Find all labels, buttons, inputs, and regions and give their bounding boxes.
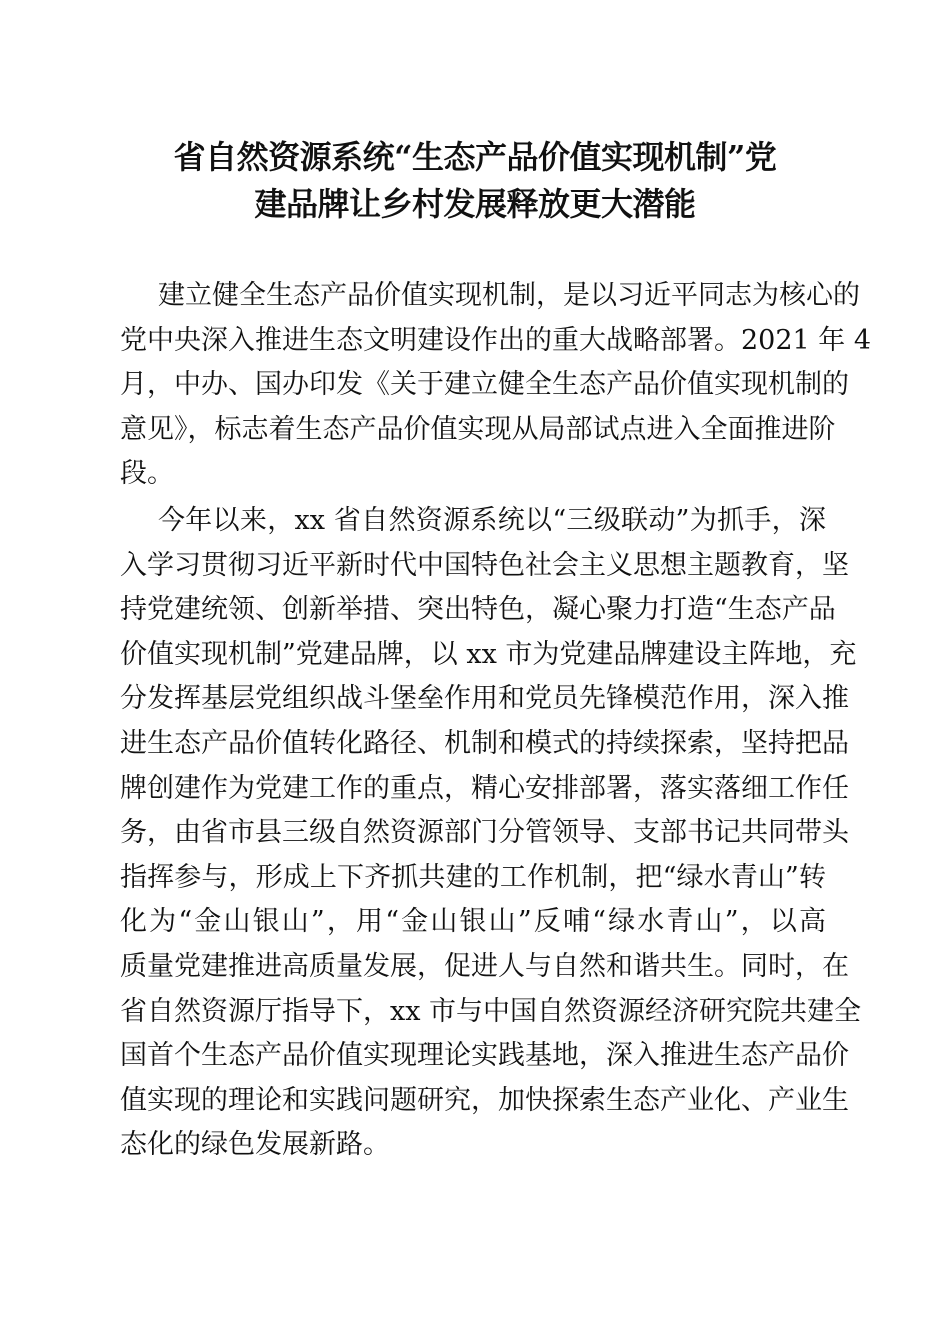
paragraph-line: 国首个生态产品价值实现理论实践基地，深入推进生态产品价	[120, 1040, 849, 1072]
paragraph-line: 态化的绿色发展新路。	[120, 1129, 390, 1161]
document-body	[120, 274, 872, 1168]
title-line-2: 建品牌让乡村发展释放更大潜能	[254, 185, 696, 223]
paragraph-line: 化为“金山银山”，用“金山银山”反哺“绿水青山”，以高	[120, 906, 826, 938]
title-line-1: 省自然资源系统“生态产品价值实现机制”党	[173, 138, 777, 176]
paragraph-line: 段。	[120, 458, 174, 490]
paragraph-line: 价值实现机制”党建品牌，以 xx 市为党建品牌建设主阵地，充	[120, 638, 857, 670]
paragraph-line: 省自然资源厅指导下，xx 市与中国自然资源经济研究院共建全	[120, 995, 862, 1027]
paragraph-line: 进生态产品价值转化路径、机制和模式的持续探索，坚持把品	[120, 727, 849, 759]
paragraph-line: 牌创建作为党建工作的重点，精心安排部署，落实落细工作任	[120, 772, 849, 804]
paragraph	[120, 499, 862, 1168]
paragraph-line: 月，中办、国办印发《关于建立健全生态产品价值实现机制的	[120, 369, 849, 401]
paragraph-line: 值实现的理论和实践问题研究，加快探索生态产业化、产业生	[120, 1084, 849, 1116]
paragraph-line: 持党建统领、创新举措、突出特色，凝心聚力打造“生态产品	[120, 594, 836, 626]
paragraph-line: 入学习贯彻习近平新时代中国特色社会主义思想主题教育，坚	[120, 549, 849, 581]
paragraph-line: 意见》，标志着生态产品价值实现从局部试点进入全面推进阶	[120, 413, 836, 445]
paragraph-line: 指挥参与，形成上下齐抓共建的工作机制，把“绿水青山”转	[120, 861, 826, 893]
paragraph	[120, 274, 872, 497]
paragraph-line: 今年以来，xx 省自然资源系统以“三级联动”为抓手，深	[158, 504, 826, 536]
paragraph-line: 务，由省市县三级自然资源部门分管领导、支部书记共同带头	[120, 817, 849, 849]
paragraph-line: 建立健全生态产品价值实现机制，是以习近平同志为核心的	[158, 280, 860, 311]
paragraph-line: 质量党建推进高质量发展，促进人与自然和谐共生。同时，在	[120, 950, 849, 982]
paragraph-line: 党中央深入推进生态文明建设作出的重大战略部署。2021 年 4	[120, 324, 872, 356]
document-title	[100, 134, 850, 228]
paragraph-line: 分发挥基层党组织战斗堡垒作用和党员先锋模范作用，深入推	[120, 683, 849, 715]
